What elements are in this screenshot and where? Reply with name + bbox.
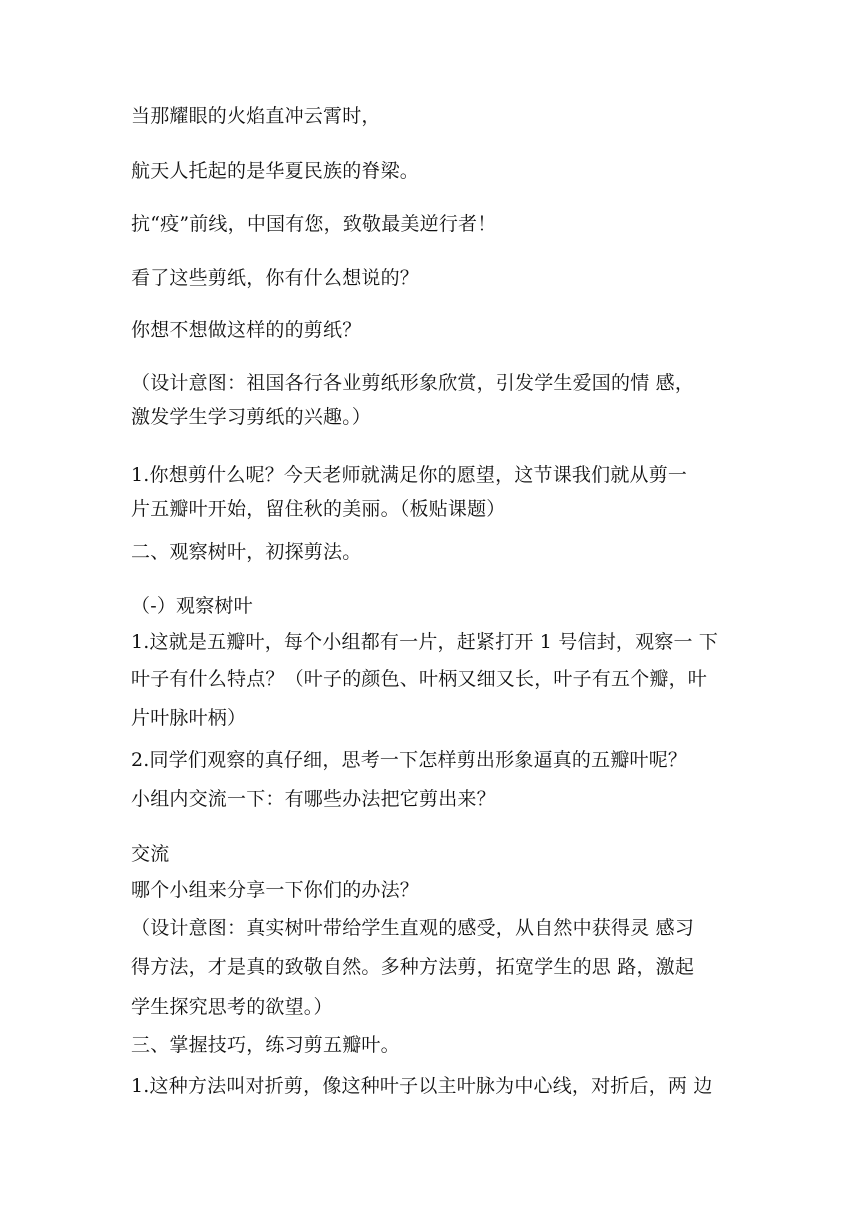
numbered-paragraph-line: 片叶脉叶柄） xyxy=(131,707,247,729)
design-intent-line: 学生探究思考的欲望。） xyxy=(131,996,333,1018)
design-intent-line: （设计意图：真实树叶带给学生直观的感受，从自然中获得灵 感习 xyxy=(131,917,695,939)
text-line: 航天人托起的是华夏民族的脊梁。 xyxy=(131,160,420,182)
section-heading: 二、观察树叶，初探剪法。 xyxy=(131,541,362,563)
numbered-paragraph-line: 2.同学们观察的真仔细，思考一下怎样剪出形象逼真的五瓣叶呢？ xyxy=(131,749,688,771)
design-intent-line: 得方法，才是真的致敬自然。多种方法剪，拓宽学生的思 路，激起 xyxy=(131,956,695,978)
text-line: 抗“疫”前线，中国有您，致敬最美逆行者！ xyxy=(131,213,497,235)
numbered-paragraph-line: 片五瓣叶开始，留住秋的美丽。（板贴课题） xyxy=(131,498,506,520)
text-line: 当那耀眼的火焰直冲云霄时， xyxy=(131,105,381,127)
numbered-paragraph-line: 小组内交流一下：有哪些办法把它剪出来？ xyxy=(131,788,496,810)
numbered-paragraph-line: 1.这种方法叫对折剪，像这种叶子以主叶脉为中心线，对折后，两 边 xyxy=(131,1075,713,1097)
section-heading: 三、掌握技巧，练习剪五瓣叶。 xyxy=(131,1034,400,1056)
numbered-paragraph-line: 1.你想剪什么呢？今天老师就满足你的愿望，这节课我们就从剪一 xyxy=(131,464,688,486)
text-line: 交流 xyxy=(131,843,170,865)
subsection-heading: （-）观察树叶 xyxy=(131,595,253,617)
design-intent-line: （设计意图：祖国各行各业剪纸形象欣赏，引发学生爱国的情 感， xyxy=(131,372,695,394)
numbered-paragraph-line: 叶子有什么特点？（叶子的颜色、叶柄又细又长，叶子有五个瓣，叶 xyxy=(131,668,708,690)
text-line: 你想不想做这样的的剪纸？ xyxy=(131,319,362,341)
text-line: 看了这些剪纸，你有什么想说的？ xyxy=(131,267,420,289)
design-intent-line: 激发学生学习剪纸的兴趣。） xyxy=(131,406,372,428)
numbered-paragraph-line: 1.这就是五瓣叶，每个小组都有一片，赶紧打开 1 号信封，观察一 下 xyxy=(131,631,719,653)
text-line: 哪个小组来分享一下你们的办法？ xyxy=(131,879,420,901)
